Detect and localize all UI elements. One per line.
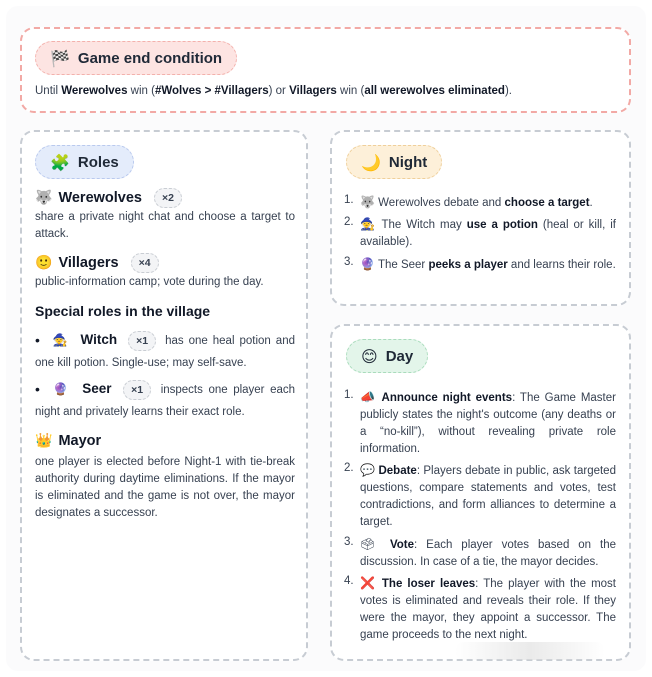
day-item — [360, 462, 616, 531]
werewolves-count-badge: ×2 — [154, 188, 182, 208]
night-item — [360, 256, 616, 274]
day-item-text: : Players debate in public, ask targeted questions, compare statements and votes, test contradictions, and form alliances to determine a target. — [360, 465, 616, 528]
seer-name: Seer — [82, 381, 112, 396]
witch-icon: 🧙 — [51, 333, 70, 347]
day-item — [360, 536, 616, 571]
crown-icon: 👑 — [35, 433, 53, 449]
text-segment: Until — [35, 85, 62, 97]
megaphone-icon: 📣 — [360, 390, 377, 404]
game-end-text — [35, 83, 625, 100]
seer-desc: inspects one player each night and privately learns their exact role. — [35, 384, 296, 418]
day-item-text: : Each player votes based on the discussion. In case of a tie, the mayor decides. — [360, 539, 617, 568]
smiling-face-icon: 😊 — [361, 346, 378, 366]
werewolves-name: Werewolves — [58, 190, 142, 206]
bottom-fade — [455, 642, 605, 660]
mayor-name: Mayor — [58, 433, 102, 449]
night-title: Night — [388, 153, 428, 171]
witch-desc: has one heal potion and one kill potion. Single-use; may self-save. — [35, 335, 295, 369]
wolves-condition: #Wolves > #Villagers — [154, 85, 269, 97]
smiley-icon: 🙂 — [35, 255, 53, 271]
night-item-text: Werewolves debate and — [378, 197, 505, 209]
witch-icon: 🧙 — [360, 217, 377, 231]
text-segment: win ( — [127, 85, 155, 97]
villagers-condition: all werewolves eliminated — [364, 85, 505, 97]
night-item-text: and learns their role. — [507, 259, 616, 271]
seer-bullet — [35, 378, 295, 423]
wolf-icon: 🐺 — [360, 195, 375, 209]
villagers-desc: public-information camp; vote during the day. — [35, 276, 264, 288]
day-item-number: 3. — [344, 536, 354, 548]
game-end-title: Game end condition — [77, 49, 223, 67]
day-item-number: 1. — [344, 389, 354, 401]
moon-icon: 🌙 — [361, 152, 381, 172]
cross-mark-icon: ❌ — [360, 576, 377, 590]
night-pill — [346, 145, 442, 179]
day-item — [360, 575, 616, 644]
villagers-name: Villagers — [58, 255, 119, 271]
villagers-heading — [35, 253, 159, 273]
night-item-bold: use a potion — [466, 219, 538, 231]
villagers-count-badge: ×4 — [131, 253, 159, 273]
day-pill — [346, 339, 428, 373]
speech-bubble-icon: 💬 — [360, 463, 376, 477]
roles-title: Roles — [77, 153, 119, 171]
wolf-icon: 🐺 — [35, 190, 53, 206]
night-item-text: (heal or kill, if available). — [360, 219, 616, 248]
night-item-number: 3. — [344, 256, 354, 268]
bullet-dot: • — [35, 381, 40, 397]
day-item-bold: Announce night events — [381, 392, 513, 404]
roles-pill — [35, 145, 134, 179]
mayor-desc: one player is elected before Night-1 with tie-break authority during daytime eliminations. If the mayor is eliminated and the game is not over, the mayor designates a successor. — [35, 456, 295, 519]
puzzle-icon: 🧩 — [50, 152, 70, 172]
night-item-number: 1. — [344, 194, 354, 206]
bullet-dot: • — [35, 332, 40, 348]
villagers-bold: Villagers — [289, 85, 337, 97]
day-title: Day — [385, 347, 414, 365]
chequered-flag-icon: 🏁 — [50, 48, 70, 68]
day-item-bold: Vote — [389, 539, 415, 551]
mayor-heading — [35, 433, 101, 449]
witch-name: Witch — [80, 332, 118, 347]
day-item — [360, 389, 616, 458]
night-item — [360, 194, 616, 212]
night-item-bold: choose a target — [504, 197, 590, 209]
crystal-ball-icon: 🔮 — [51, 382, 71, 396]
night-item-text: The Seer — [377, 259, 429, 271]
day-item-bold: The loser leaves — [381, 578, 476, 590]
text-segment: ) or — [268, 85, 290, 97]
werewolves-bold: Werewolves — [61, 85, 128, 97]
seer-count-badge: ×1 — [123, 380, 151, 400]
crystal-ball-icon: 🔮 — [360, 257, 375, 271]
night-item-number: 2. — [344, 216, 354, 228]
ballot-box-icon: 🗳 — [360, 537, 381, 551]
werewolves-desc: share a private night chat and choose a target to attack. — [35, 211, 295, 240]
night-item-text: . — [589, 197, 593, 209]
day-item-bold: Debate — [378, 465, 417, 477]
night-item — [360, 216, 616, 251]
witch-bullet — [35, 329, 295, 374]
special-roles-heading: Special roles in the village — [35, 303, 211, 319]
day-item-text: : The player with the most votes is eliminated and reveals their role. If they were the mayor, they appoint a successor. The game proceeds to the next night. — [360, 578, 616, 641]
witch-count-badge: ×1 — [128, 331, 156, 351]
day-item-number: 4. — [344, 575, 354, 587]
day-item-text: : The Game Master publicly states the night's outcome (any deaths or a “no-kill”), without revealing private role information. — [360, 392, 616, 455]
text-segment: ). — [504, 85, 512, 97]
text-segment: win ( — [336, 85, 365, 97]
day-item-number: 2. — [344, 462, 354, 474]
night-item-text: The Witch may — [381, 219, 467, 231]
werewolves-heading — [35, 188, 182, 208]
night-item-bold: peeks a player — [428, 259, 508, 271]
game-end-pill — [35, 41, 237, 75]
